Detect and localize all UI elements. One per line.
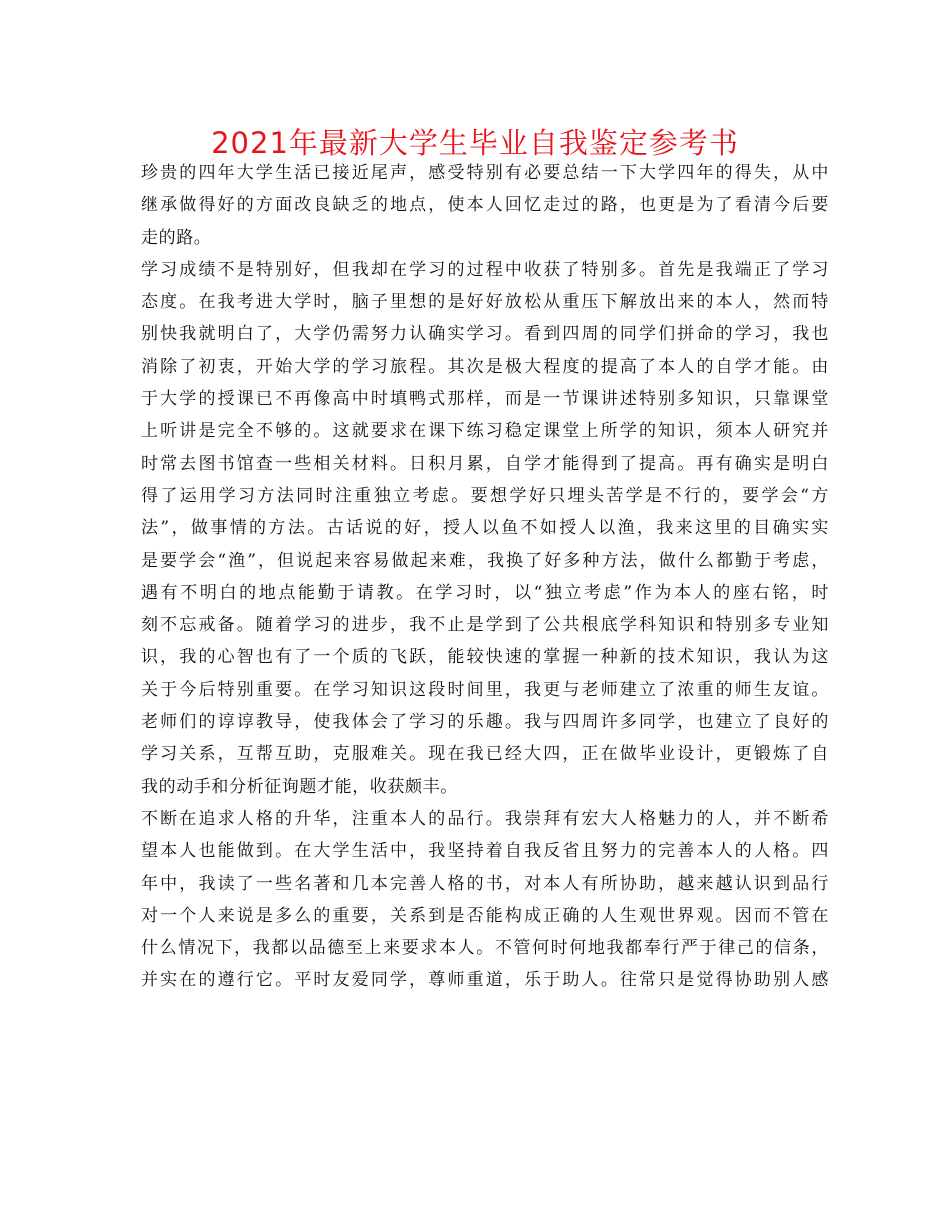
body-line: 什么情况下，我都以品德至上来要求本人。不管何时何地我都奉行严于律己的信条， [141, 938, 829, 959]
body-line: 并实在的遵行它。平时友爱同学，尊师重道，乐于助人。往常只是觉得协助别人感 [141, 970, 829, 991]
body-line: 刻不忘戒备。随着学习的进步，我不止是学到了公共根底学科知识和特别多专业知 [141, 615, 829, 636]
body-line: 望本人也能做到。在大学生活中，我坚持着自我反省且努力的完善本人的人格。四 [141, 841, 829, 862]
body-line: 年中，我读了一些名著和几本完善人格的书，对本人有所协助，越来越认识到品行 [141, 873, 829, 894]
body-line: 识，我的心智也有了一个质的飞跃，能较快速的掌握一种新的技术知识，我认为这 [141, 647, 829, 668]
body-line: 我的动手和分析征询题才能，收获颇丰。 [141, 776, 458, 797]
body-line: 珍贵的四年大学生活已接近尾声，感受特别有必要总结一下大学四年的得失，从中 [141, 163, 829, 183]
body-line: 是要学会“渔”，但说起来容易做起来难，我换了好多种方法，做什么都勤于考虑， [141, 550, 829, 571]
body-line: 上听讲是完全不够的。这就要求在课下练习稳定课堂上所学的知识，须本人研究并 [141, 421, 829, 442]
body-line: 继承做得好的方面改良缺乏的地点，使本人回忆走过的路，也更是为了看清今后要 [141, 195, 829, 216]
body-line: 学习关系，互帮互助，克服难关。现在我已经大四，正在做毕业设计，更锻炼了自 [141, 744, 829, 765]
body-line: 走的路。 [141, 227, 212, 248]
body-line: 态度。在我考进大学时，脑子里想的是好好放松从重压下解放出来的本人，然而特 [141, 292, 829, 313]
body-line: 得了运用学习方法同时注重独立考虑。要想学好只埋头苦学是不行的，要学会“方 [141, 485, 829, 506]
body-line: 老师们的谆谆教导，使我体会了学习的乐趣。我与四周许多同学，也建立了良好的 [141, 712, 829, 733]
body-line: 法”，做事情的方法。古话说的好，授人以鱼不如授人以渔，我来这里的目确实实 [141, 518, 829, 539]
body-line: 对一个人来说是多么的重要，关系到是否能构成正确的人生观世界观。因而不管在 [141, 905, 829, 926]
body-line: 学习成绩不是特别好，但我却在学习的过程中收获了特别多。首先是我端正了学习 [141, 259, 829, 280]
body-line: 消除了初衷，开始大学的学习旅程。其次是极大程度的提高了本人的自学才能。由 [141, 356, 829, 377]
body-line: 关于今后特别重要。在学习知识这段时间里，我更与老师建立了浓重的师生友谊。 [141, 679, 829, 700]
body-line: 别快我就明白了，大学仍需努力认确实学习。看到四周的同学们拼命的学习，我也 [141, 324, 829, 345]
body-line: 不断在追求人格的升华，注重本人的品行。我崇拜有宏大人格魅力的人，并不断希 [141, 808, 829, 829]
body-line: 于大学的授课已不再像高中时填鸭式那样，而是一节课讲述特别多知识，只靠课堂 [141, 389, 829, 410]
body-line: 时常去图书馆查一些相关材料。日积月累，自学才能得到了提高。再有确实是明白 [141, 453, 829, 474]
document-title: 2021年最新大学生毕业自我鉴定参考书 [211, 126, 739, 160]
document-body [141, 157, 829, 997]
body-line: 遇有不明白的地点能勤于请教。在学习时，以“独立考虑”作为本人的座右铭，时 [141, 582, 829, 603]
